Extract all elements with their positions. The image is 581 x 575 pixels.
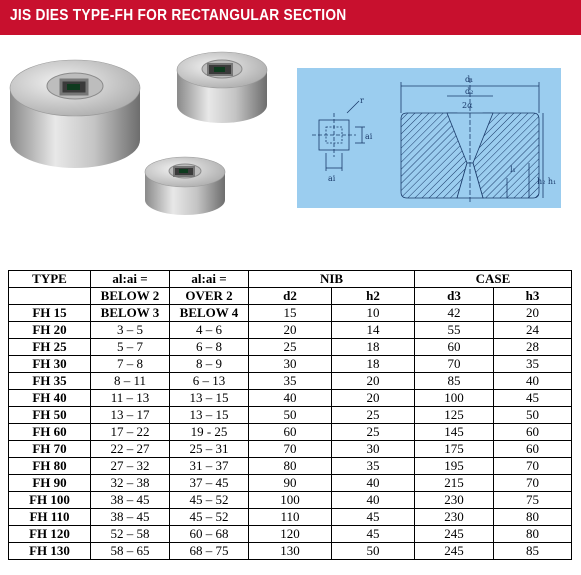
cell-d2: 20 bbox=[249, 322, 332, 339]
cell-over: 37 – 45 bbox=[170, 475, 249, 492]
table-row bbox=[9, 543, 572, 560]
cell-over: 31 – 37 bbox=[170, 458, 249, 475]
cell-d2: 110 bbox=[249, 509, 332, 526]
cell-below: 32 – 38 bbox=[91, 475, 170, 492]
table-row bbox=[9, 407, 572, 424]
cell-type: FH 15 bbox=[9, 305, 91, 322]
cell-over: BELOW 4 bbox=[170, 305, 249, 322]
col-type-header: TYPE bbox=[9, 271, 91, 288]
cell-below: 38 – 45 bbox=[91, 509, 170, 526]
cell-h2: 18 bbox=[332, 339, 415, 356]
cell-over: 68 – 75 bbox=[170, 543, 249, 560]
cell-h3: 28 bbox=[494, 339, 572, 356]
cell-below: 8 – 11 bbox=[91, 373, 170, 390]
cell-h3: 60 bbox=[494, 424, 572, 441]
cell-type: FH 80 bbox=[9, 458, 91, 475]
cell-d2: 35 bbox=[249, 373, 332, 390]
label-ai-bottom: ai bbox=[328, 174, 336, 183]
cell-d3: 60 bbox=[415, 339, 494, 356]
cell-over: 4 – 6 bbox=[170, 322, 249, 339]
cell-below: 27 – 32 bbox=[91, 458, 170, 475]
cell-d3: 215 bbox=[415, 475, 494, 492]
col-case-header: CASE bbox=[415, 271, 572, 288]
cell-d3: 230 bbox=[415, 509, 494, 526]
cell-h3: 40 bbox=[494, 373, 572, 390]
cell-over: 45 – 52 bbox=[170, 492, 249, 509]
cell-below: BELOW 3 bbox=[91, 305, 170, 322]
cell-d2: 80 bbox=[249, 458, 332, 475]
cell-h2: 35 bbox=[332, 458, 415, 475]
cell-below: 7 – 8 bbox=[91, 356, 170, 373]
label-2alpha: 2α bbox=[462, 101, 473, 110]
table-row bbox=[9, 441, 572, 458]
cell-h3: 20 bbox=[494, 305, 572, 322]
cell-d3: 230 bbox=[415, 492, 494, 509]
table-row bbox=[9, 475, 572, 492]
cell-over: 19 - 25 bbox=[170, 424, 249, 441]
cell-below: 3 – 5 bbox=[91, 322, 170, 339]
sub-d2-header: d2 bbox=[249, 288, 332, 305]
large-die bbox=[10, 60, 140, 168]
cell-h3: 45 bbox=[494, 390, 572, 407]
label-d1: d₁ bbox=[465, 75, 474, 84]
sub-over-header: OVER 2 bbox=[170, 288, 249, 305]
cell-d2: 60 bbox=[249, 424, 332, 441]
sub-h2-header: h2 bbox=[332, 288, 415, 305]
cell-below: 38 – 45 bbox=[91, 492, 170, 509]
cell-over: 6 – 13 bbox=[170, 373, 249, 390]
sub-d3-header: d3 bbox=[415, 288, 494, 305]
title-bar bbox=[0, 0, 581, 35]
cell-h2: 45 bbox=[332, 526, 415, 543]
dies-photo bbox=[2, 40, 287, 255]
cell-over: 25 – 31 bbox=[170, 441, 249, 458]
cell-h3: 70 bbox=[494, 475, 572, 492]
cell-type: FH 110 bbox=[9, 509, 91, 526]
blank-cell bbox=[9, 288, 91, 305]
cell-h2: 14 bbox=[332, 322, 415, 339]
col-nib-header: NIB bbox=[249, 271, 415, 288]
cell-d3: 100 bbox=[415, 390, 494, 407]
cell-d3: 195 bbox=[415, 458, 494, 475]
cell-below: 58 – 65 bbox=[91, 543, 170, 560]
cell-below: 17 – 22 bbox=[91, 424, 170, 441]
cell-type: FH 30 bbox=[9, 356, 91, 373]
table-row bbox=[9, 339, 572, 356]
cell-d3: 70 bbox=[415, 356, 494, 373]
cell-h3: 80 bbox=[494, 526, 572, 543]
cell-d3: 245 bbox=[415, 526, 494, 543]
cell-over: 45 – 52 bbox=[170, 509, 249, 526]
cell-h3: 85 bbox=[494, 543, 572, 560]
cell-type: FH 130 bbox=[9, 543, 91, 560]
cell-type: FH 120 bbox=[9, 526, 91, 543]
col-ratio1-header: al:ai = bbox=[91, 271, 170, 288]
table-row bbox=[9, 373, 572, 390]
label-ai-side: ai bbox=[365, 132, 373, 141]
table-row bbox=[9, 424, 572, 441]
table-row bbox=[9, 305, 572, 322]
cell-d2: 40 bbox=[249, 390, 332, 407]
label-h2-h1: h₂ h₁ bbox=[537, 177, 557, 186]
table-row bbox=[9, 390, 572, 407]
cell-h2: 40 bbox=[332, 492, 415, 509]
cell-d3: 145 bbox=[415, 424, 494, 441]
cell-over: 13 – 15 bbox=[170, 390, 249, 407]
page-title: JIS DIES TYPE-FH FOR RECTANGULAR SECTION bbox=[10, 7, 347, 24]
cell-d2: 70 bbox=[249, 441, 332, 458]
cell-type: FH 35 bbox=[9, 373, 91, 390]
cell-h3: 75 bbox=[494, 492, 572, 509]
cell-h2: 18 bbox=[332, 356, 415, 373]
cell-d2: 90 bbox=[249, 475, 332, 492]
cell-h2: 40 bbox=[332, 475, 415, 492]
cell-type: FH 70 bbox=[9, 441, 91, 458]
cell-h2: 45 bbox=[332, 509, 415, 526]
cell-h2: 20 bbox=[332, 373, 415, 390]
cell-below: 22 – 27 bbox=[91, 441, 170, 458]
cell-h3: 24 bbox=[494, 322, 572, 339]
cell-h3: 70 bbox=[494, 458, 572, 475]
medium-die bbox=[177, 52, 267, 123]
cell-h2: 50 bbox=[332, 543, 415, 560]
cell-below: 52 – 58 bbox=[91, 526, 170, 543]
cell-d3: 55 bbox=[415, 322, 494, 339]
cell-below: 11 – 13 bbox=[91, 390, 170, 407]
cell-d2: 100 bbox=[249, 492, 332, 509]
sub-h3-header: h3 bbox=[494, 288, 572, 305]
cell-d3: 85 bbox=[415, 373, 494, 390]
cell-type: FH 90 bbox=[9, 475, 91, 492]
label-d2: d₂ bbox=[465, 87, 474, 96]
col-ratio2-header: al:ai = bbox=[170, 271, 249, 288]
cell-type: FH 100 bbox=[9, 492, 91, 509]
cell-type: FH 40 bbox=[9, 390, 91, 407]
table-row bbox=[9, 356, 572, 373]
cell-d2: 15 bbox=[249, 305, 332, 322]
cell-d2: 120 bbox=[249, 526, 332, 543]
cell-type: FH 25 bbox=[9, 339, 91, 356]
small-die bbox=[145, 157, 225, 215]
cell-d2: 30 bbox=[249, 356, 332, 373]
label-r: r bbox=[360, 96, 364, 105]
cell-d3: 125 bbox=[415, 407, 494, 424]
cell-below: 13 – 17 bbox=[91, 407, 170, 424]
table-row bbox=[9, 322, 572, 339]
cell-h2: 20 bbox=[332, 390, 415, 407]
cell-d3: 175 bbox=[415, 441, 494, 458]
cell-h3: 60 bbox=[494, 441, 572, 458]
cell-type: FH 20 bbox=[9, 322, 91, 339]
header-row-1 bbox=[9, 271, 572, 288]
table-row bbox=[9, 526, 572, 543]
cell-over: 13 – 15 bbox=[170, 407, 249, 424]
cell-h2: 25 bbox=[332, 424, 415, 441]
cell-h2: 25 bbox=[332, 407, 415, 424]
cell-h3: 35 bbox=[494, 356, 572, 373]
cell-h3: 50 bbox=[494, 407, 572, 424]
cell-over: 8 – 9 bbox=[170, 356, 249, 373]
cell-h3: 80 bbox=[494, 509, 572, 526]
table-row bbox=[9, 509, 572, 526]
sub-below-header: BELOW 2 bbox=[91, 288, 170, 305]
cell-d2: 130 bbox=[249, 543, 332, 560]
cell-over: 60 – 68 bbox=[170, 526, 249, 543]
cell-h2: 10 bbox=[332, 305, 415, 322]
cell-over: 6 – 8 bbox=[170, 339, 249, 356]
die-cross-section-diagram bbox=[297, 68, 561, 208]
cell-type: FH 50 bbox=[9, 407, 91, 424]
cell-d2: 25 bbox=[249, 339, 332, 356]
cell-d2: 50 bbox=[249, 407, 332, 424]
header-row-2 bbox=[9, 288, 572, 305]
spec-table bbox=[8, 270, 572, 560]
cell-d3: 245 bbox=[415, 543, 494, 560]
cell-d3: 42 bbox=[415, 305, 494, 322]
cell-below: 5 – 7 bbox=[91, 339, 170, 356]
label-l1: l₁ bbox=[510, 165, 516, 174]
cell-type: FH 60 bbox=[9, 424, 91, 441]
cell-h2: 30 bbox=[332, 441, 415, 458]
table-row bbox=[9, 458, 572, 475]
table-row bbox=[9, 492, 572, 509]
